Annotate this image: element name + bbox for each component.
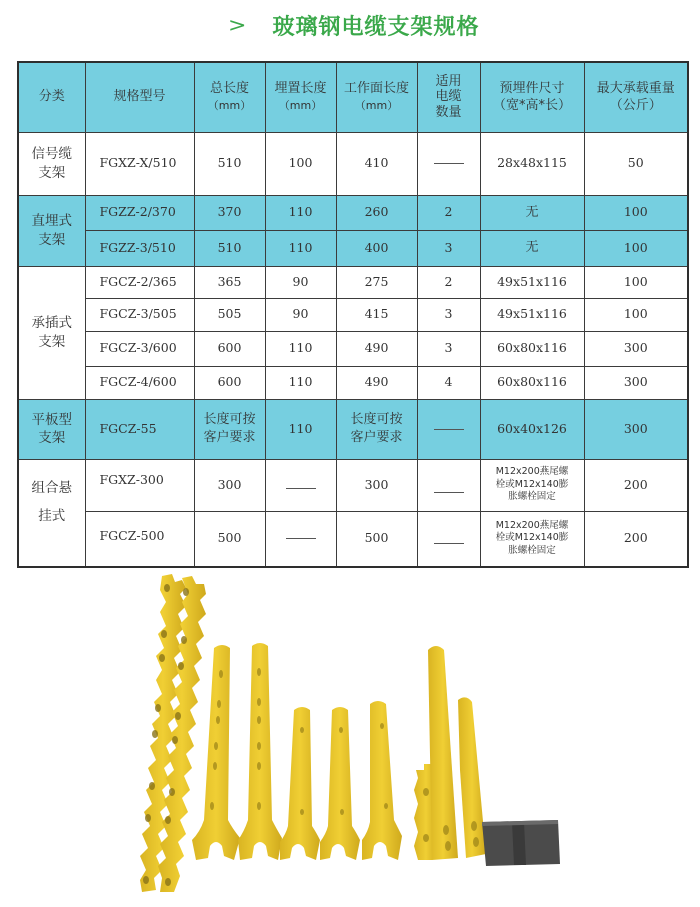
embed-size-cell: 49x51x116 [480, 266, 584, 298]
cable-count-cell: 2 [417, 266, 480, 298]
table-header-row [18, 62, 688, 132]
embedded-length-cell: 110 [265, 399, 336, 459]
embed-size-cell: 60x80x116 [480, 331, 584, 366]
model-cell: FGCZ-2/365 [85, 266, 194, 298]
category-cell: 承插式 支架 [18, 266, 85, 399]
max-load-cell: 300 [584, 366, 688, 399]
table-row [18, 195, 688, 230]
embedded-length-cell [265, 459, 336, 511]
embedded-length-cell [265, 511, 336, 567]
header-embedded-length: 埋置长度 （mm） [265, 62, 336, 132]
total-length-cell: 长度可按 客户要求 [194, 399, 265, 459]
embed-plate [482, 820, 560, 866]
model-cell: FGXZ-X/510 [85, 132, 194, 195]
category-cell: 组合悬 挂式 [18, 459, 85, 567]
table-row [18, 331, 688, 366]
total-length-cell: 370 [194, 195, 265, 230]
embedded-length-cell: 110 [265, 195, 336, 230]
table-row [18, 132, 688, 195]
total-length-cell: 365 [194, 266, 265, 298]
model-cell: FGCZ-3/600 [85, 331, 194, 366]
max-load-cell: 100 [584, 230, 688, 266]
table-row [18, 366, 688, 399]
embed-size-cell: M12x200燕尾螺 栓或M12x140膨 胀螺栓固定 [480, 459, 584, 511]
table-row [18, 399, 688, 459]
max-load-cell: 200 [584, 511, 688, 567]
embed-size-cell: 49x51x116 [480, 298, 584, 331]
table-row [18, 266, 688, 298]
embed-size-cell: 60x40x126 [480, 399, 584, 459]
working-length-cell: 410 [336, 132, 417, 195]
cable-count-cell: 3 [417, 331, 480, 366]
total-length-cell: 600 [194, 366, 265, 399]
category-cell: 信号缆 支架 [18, 132, 85, 195]
embedded-length-cell: 100 [265, 132, 336, 195]
embedded-length-cell: 110 [265, 366, 336, 399]
header-total-length: 总长度 （mm） [194, 62, 265, 132]
header-embed-size: 预埋件尺寸 （宽*高*长） [480, 62, 584, 132]
working-length-cell: 490 [336, 366, 417, 399]
total-length-cell: 300 [194, 459, 265, 511]
working-length-cell: 490 [336, 331, 417, 366]
total-length-cell: 510 [194, 132, 265, 195]
model-cell: FGZZ-2/370 [85, 195, 194, 230]
embed-size-cell: M12x200燕尾螺 栓或M12x140膨 胀螺栓固定 [480, 511, 584, 567]
spec-table [17, 61, 689, 568]
total-length-cell: 500 [194, 511, 265, 567]
max-load-cell: 200 [584, 459, 688, 511]
model-cell: FGCZ-3/505 [85, 298, 194, 331]
working-length-cell: 275 [336, 266, 417, 298]
model-cell: FGCZ-55 [85, 399, 194, 459]
dash-mark [286, 538, 316, 539]
model-cell: FGCZ-500 [85, 511, 194, 567]
embed-size-cell: 无 [480, 195, 584, 230]
total-length-cell: 600 [194, 331, 265, 366]
model-cell: FGXZ-300 [85, 459, 194, 511]
cable-count-cell [417, 132, 480, 195]
model-cell: FGZZ-3/510 [85, 230, 194, 266]
embedded-length-cell: 110 [265, 230, 336, 266]
table-row [18, 230, 688, 266]
embedded-length-cell: 90 [265, 298, 336, 331]
cable-count-cell [417, 399, 480, 459]
max-load-cell: 300 [584, 331, 688, 366]
header-category: 分类 [18, 62, 85, 132]
header-cable-count: 适用 电缆 数量 [417, 62, 480, 132]
page-title-text: 玻璃钢电缆支架规格 [272, 14, 480, 40]
max-load-cell: 100 [584, 298, 688, 331]
total-length-cell: 510 [194, 230, 265, 266]
table-row [18, 298, 688, 331]
cable-count-cell: 2 [417, 195, 480, 230]
working-length-cell: 415 [336, 298, 417, 331]
table-row [18, 459, 688, 511]
dash-mark [434, 163, 464, 164]
working-length-cell: 260 [336, 195, 417, 230]
embed-size-cell: 28x48x115 [480, 132, 584, 195]
dash-mark [434, 429, 464, 430]
working-length-cell: 500 [336, 511, 417, 567]
max-load-cell: 300 [584, 399, 688, 459]
working-length-cell: 400 [336, 230, 417, 266]
table-row [18, 511, 688, 567]
dash-mark [434, 492, 464, 493]
cable-count-cell [417, 511, 480, 567]
product-photo [120, 570, 590, 900]
total-length-cell: 505 [194, 298, 265, 331]
cable-count-cell: 4 [417, 366, 480, 399]
dash-mark [286, 488, 316, 489]
cable-count-cell: 3 [417, 230, 480, 266]
cable-count-cell [417, 459, 480, 511]
working-length-cell: 300 [336, 459, 417, 511]
max-load-cell: 50 [584, 132, 688, 195]
embed-size-cell: 60x80x116 [480, 366, 584, 399]
header-working-length: 工作面长度 （mm） [336, 62, 417, 132]
dash-mark [434, 543, 464, 544]
page-title [228, 10, 479, 40]
cable-count-cell: 3 [417, 298, 480, 331]
header-model: 规格型号 [85, 62, 194, 132]
max-load-cell: 100 [584, 195, 688, 230]
max-load-cell: 100 [584, 266, 688, 298]
chevron-right-icon: > [228, 13, 247, 37]
header-max-load: 最大承载重量 （公斤） [584, 62, 688, 132]
bracket-arms [192, 643, 486, 860]
embedded-length-cell: 110 [265, 331, 336, 366]
embedded-length-cell: 90 [265, 266, 336, 298]
model-cell: FGCZ-4/600 [85, 366, 194, 399]
category-cell: 平板型 支架 [18, 399, 85, 459]
category-cell: 直埋式 支架 [18, 195, 85, 266]
embed-size-cell: 无 [480, 230, 584, 266]
working-length-cell: 长度可按 客户要求 [336, 399, 417, 459]
